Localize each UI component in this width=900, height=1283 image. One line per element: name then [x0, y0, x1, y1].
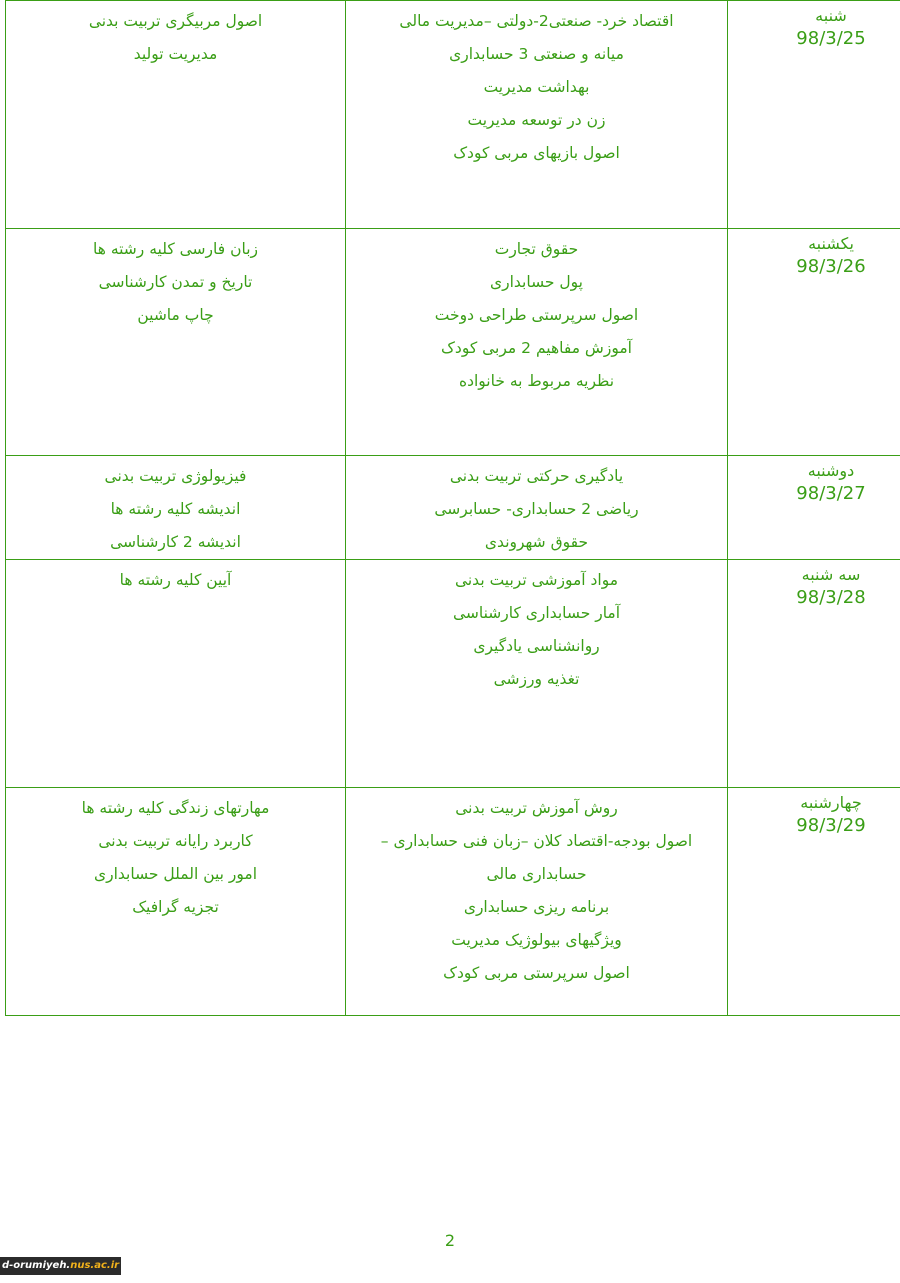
day-date: 98/3/28 [796, 587, 866, 608]
course-item: کاربرد رایانه تربیت بدنی [98, 832, 253, 850]
course-item: برنامه ریزی حسابداری [463, 898, 610, 916]
course-item: مدیریت تولید [133, 45, 218, 63]
exam-schedule-table [5, 0, 900, 1016]
page-number: 2 [444, 1231, 456, 1250]
day-name: دوشنبه [807, 461, 855, 480]
course-item: اصول بودجه-اقتصاد کلان –زبان فنی حسابداری – [380, 832, 693, 850]
day-date: 98/3/27 [796, 483, 866, 504]
course-item: چاپ ماشین [137, 306, 214, 324]
day-cell [728, 560, 900, 788]
course-item: اصول سرپرستی مربی کودک [443, 964, 630, 982]
course-item: زن در توسعه مدیریت [467, 111, 606, 129]
schedule-row [6, 1, 900, 229]
course-item: اصول مربیگری تربیت بدنی [88, 12, 263, 30]
course-item: اقتصاد خرد- صنعتی2-دولتی –مدیریت مالی [399, 12, 674, 30]
course-item: اصول بازیهای مربی کودک [453, 144, 620, 162]
course-item: امور بین الملل حسابداری [93, 865, 258, 883]
course-item: تغذیه ورزشی [493, 670, 580, 688]
courses-cell [6, 456, 346, 560]
day-name: سه شنبه [801, 565, 861, 584]
course-item: مهارتهای زندگی کلیه رشته ها [81, 799, 270, 817]
course-item: روش آموزش تربیت بدنی [455, 799, 618, 817]
courses-cell [346, 560, 728, 788]
course-item: آمار حسابداری کارشناسی [452, 604, 621, 622]
site-watermark [0, 1257, 121, 1275]
day-name: شنبه [815, 6, 847, 25]
courses-cell [6, 229, 346, 456]
course-item: اصول سرپرستی طراحی دوخت [434, 306, 639, 324]
course-item: تجزیه گرافیک [132, 898, 219, 916]
courses-cell [6, 560, 346, 788]
course-item: روانشناسی یادگیری [473, 637, 600, 655]
courses-cell [346, 229, 728, 456]
day-cell [728, 229, 900, 456]
courses-cell [346, 456, 728, 560]
schedule-row [6, 456, 900, 560]
course-item: تاریخ و تمدن کارشناسی [98, 273, 253, 291]
course-item: اندیشه کلیه رشته ها [110, 500, 241, 518]
day-cell [728, 788, 900, 1016]
course-item: یادگیری حرکتی تربیت بدنی [449, 467, 624, 485]
schedule-row [6, 560, 900, 788]
course-item: پول حسابداری [489, 273, 583, 291]
course-item: اندیشه 2 کارشناسی [110, 533, 241, 551]
course-item: نظریه مربوط به خانواده [458, 372, 615, 390]
courses-cell [346, 1, 728, 229]
course-item: حقوق تجارت [494, 240, 579, 258]
watermark-prefix: d-orumiyeh. [1, 1260, 71, 1271]
course-item: ریاضی 2 حسابداری- حسابرسی [434, 500, 639, 518]
day-name: چهارشنبه [800, 793, 862, 812]
day-cell [728, 456, 900, 560]
course-item: مواد آموزشی تربیت بدنی [454, 571, 619, 589]
day-cell [728, 1, 900, 229]
courses-cell [346, 788, 728, 1016]
watermark-accent: nus.ac.ir [70, 1260, 120, 1271]
schedule-row [6, 788, 900, 1016]
course-item: آیین کلیه رشته ها [119, 571, 232, 589]
course-item: آموزش مفاهیم 2 مربی کودک [441, 339, 632, 357]
course-item: ویژگیهای بیولوژیک مدیریت [451, 931, 622, 949]
course-item: میانه و صنعتی 3 حسابداری [449, 45, 624, 63]
course-item: فیزیولوژی تربیت بدنی [104, 467, 247, 485]
course-item: حقوق شهروندی [484, 533, 589, 551]
day-date: 98/3/29 [796, 815, 866, 836]
day-date: 98/3/26 [796, 256, 866, 277]
schedule-row [6, 229, 900, 456]
course-item: حسابداری مالی [486, 865, 587, 883]
day-name: یکشنبه [808, 234, 854, 253]
courses-cell [6, 788, 346, 1016]
courses-cell [6, 1, 346, 229]
day-date: 98/3/25 [796, 28, 866, 49]
course-item: بهداشت مدیریت [483, 78, 590, 96]
course-item: زبان فارسی کلیه رشته ها [93, 240, 258, 258]
